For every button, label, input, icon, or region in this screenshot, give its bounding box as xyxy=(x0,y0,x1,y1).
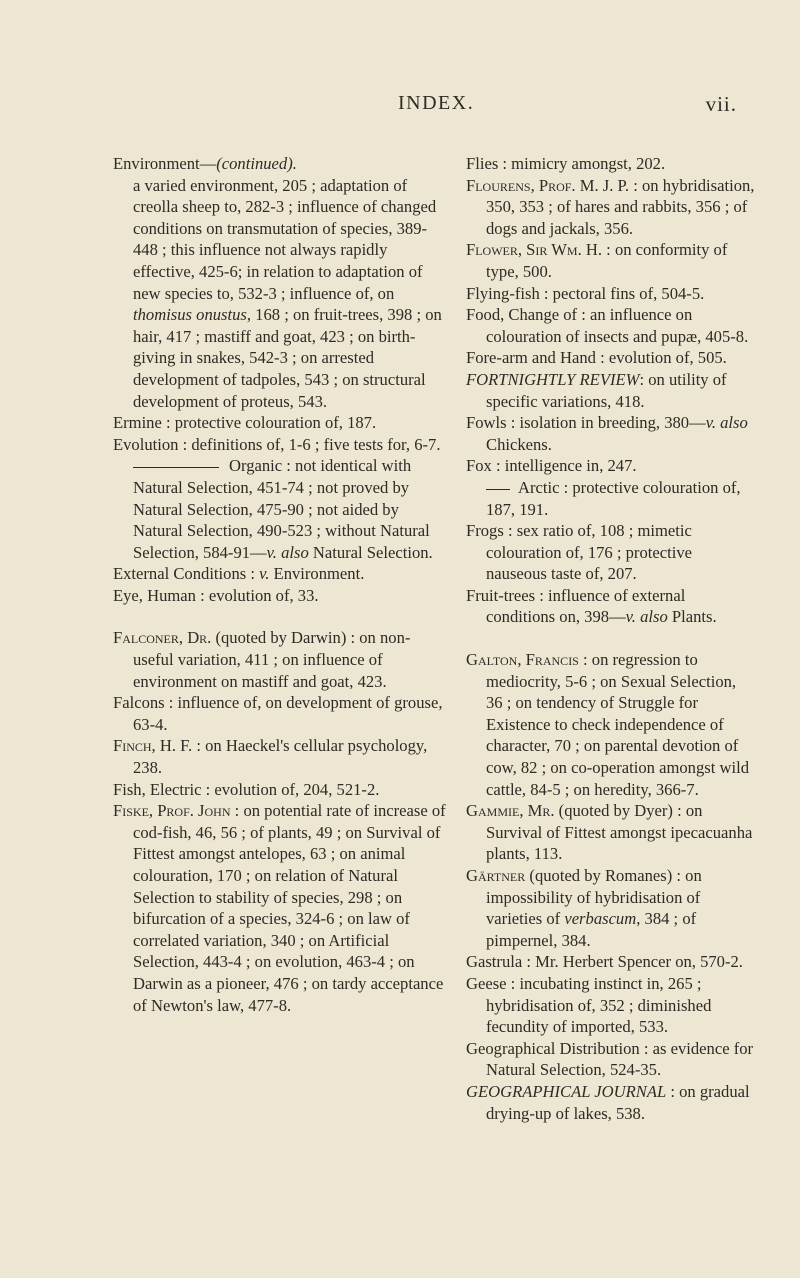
entry-fiske xyxy=(113,800,448,1016)
entry-environment-continued: (continued). xyxy=(216,154,297,173)
repeat-dash xyxy=(486,489,510,490)
entry-geographical-journal xyxy=(466,1081,756,1124)
entry-geo-journal-text: : on gradual drying-up of lakes, 538. xyxy=(486,1081,750,1123)
entry-gammie-name: Gammie, Mr. xyxy=(466,801,555,821)
entry-falconer xyxy=(113,627,448,692)
entry-fox: Fox : intelligence in, 247. xyxy=(466,456,637,476)
entry-arctic-text: Arctic : protective colouration of, 187, 191. xyxy=(486,477,741,519)
entry-gartner-italic: verbascum xyxy=(564,909,637,929)
entry-external-end: Environment. xyxy=(269,564,365,584)
entry-flower xyxy=(466,239,756,282)
entry-gammie-text: (quoted by Dyer) : on Survival of Fittest amongst ipecacuanha plants, 113. xyxy=(486,801,753,864)
entry-fiske-text: : on potential rate of increase of cod-fish, 46, 56 ; of plants, 49 ; on Survival of Fittest amongst antelopes, 63 ; on animal colouration, 170 ; on relation of Natural Selection to stability of species, 298 ; on bifurcation of a species, 324-6 ; on law of correlated variation, 340 ; on Artificial Selection, 443-4 ; on evolution, 463-4 ; on Darwin as a pioneer, 476 ; on tardy acceptance of Newton's law, 477-8. xyxy=(133,801,446,1015)
entry-fortnightly-title: FORTNIGHTLY REVIEW xyxy=(466,369,640,389)
entry-environment-italic: thomisus onustus xyxy=(133,305,247,325)
entry-fiske-name: Fiske, Prof. John xyxy=(113,801,231,821)
entry-gartner xyxy=(466,865,756,951)
entry-frogs: Frogs : sex ratio of, 108 ; mimetic colouration of, 176 ; protective nauseous taste of, 207. xyxy=(466,521,692,584)
entry-fruit-trees xyxy=(466,585,756,628)
entry-galton-text: : on regression to mediocrity, 5-6 ; on Sexual Selection, 36 ; on tendency of Struggle for Existence to check independence of character, 70 ; on parental devotion of cow, 82 ; on co-operation amongst wild cattle, 84-5 ; on heredity, 366-7. xyxy=(486,650,749,799)
entry-fortnightly-text: : on utility of specific variations, 418. xyxy=(486,369,727,411)
entry-external-text: External Conditions : xyxy=(113,564,260,584)
entry-fowls xyxy=(466,412,756,455)
entry-finch-name: Finch, H. F. xyxy=(113,736,193,756)
entry-eye: Eye, Human : evolution of, 33. xyxy=(113,585,319,605)
section-gap xyxy=(113,606,448,627)
entry-fowls-see-also: v. also xyxy=(705,413,748,433)
entry-arctic xyxy=(466,477,756,520)
entry-environment-text-a: a varied environment, 205 ; adaptation of creolla sheep to, 282-3 ; influence of changed conditions on transmutation of species, 389-448 ; this influence not always rapidly effective, 425-6; in relation to adaptation of new species to, 532-3 ; influence of, on xyxy=(133,175,437,303)
entry-ermine: Ermine : protective colouration of, 187. xyxy=(113,413,377,433)
right-column xyxy=(466,153,756,1124)
entry-fruit-trees-text: Fruit-trees : influence of external conditions on, 398— xyxy=(466,585,686,627)
left-column xyxy=(113,153,448,1016)
entry-organic xyxy=(113,455,448,563)
entry-gammie xyxy=(466,800,756,865)
entry-falconer-name: Falconer, Dr. xyxy=(113,628,212,648)
entry-geese: Geese : incubating instinct in, 265 ; hybridisation of, 352 ; diminished fecundity of imported, 533. xyxy=(466,973,712,1037)
entry-environment-head: Environment— xyxy=(113,154,217,173)
entry-flower-name: Flower, Sir Wm. H. xyxy=(466,240,603,260)
entry-external-conditions xyxy=(113,563,448,585)
entry-falconer-text: (quoted by Darwin) : on non-useful variation, 411 ; on influence of environment on mastiff and goat, 423. xyxy=(133,628,411,691)
entry-environment xyxy=(113,153,448,175)
entry-fortnightly-review xyxy=(466,369,756,412)
entry-gastrula: Gastrula : Mr. Herbert Spencer on, 570-2. xyxy=(466,952,743,972)
entry-flower-text: : on conformity of type, 500. xyxy=(486,240,728,281)
entry-evolution: Evolution : definitions of, 1-6 ; five tests for, 6-7. xyxy=(113,434,441,454)
entry-food: Food, Change of : an influence on colouration of insects and pupæ, 405-8. xyxy=(466,305,749,346)
entry-fowls-text: Fowls : isolation in breeding, 380— xyxy=(466,413,706,433)
entry-gartner-text-a: (quoted by Romanes) : on impossibility of hybridisation of varieties of xyxy=(486,866,702,929)
entry-fore-arm: Fore-arm and Hand : evolution of, 505. xyxy=(466,348,727,368)
entry-gartner-text-b: , 384 ; of pimpernel, 384. xyxy=(486,909,697,950)
entry-geo-journal-title: GEOGRAPHICAL JOURNAL xyxy=(466,1081,667,1101)
entry-organic-text: Organic : not identical with Natural Selection, 451-74 ; not proved by Natural Selection, 475-90 ; not aided by Natural Selection, 490-523 ; without Natural Selection, 584-91— xyxy=(133,456,430,562)
entry-fruit-see-also: v. also xyxy=(625,607,668,627)
entry-flourens xyxy=(466,175,756,240)
section-gap xyxy=(466,628,756,649)
entry-flourens-text: : on hybridisation, 350, 353 ; of hares and rabbits, 356 ; of dogs and jackals, 356. xyxy=(486,175,755,238)
entry-galton xyxy=(466,649,756,800)
entry-gartner-name: Gärtner xyxy=(466,866,526,885)
running-head-title: INDEX. xyxy=(398,92,475,114)
entry-fowls-end: Chickens. xyxy=(486,434,552,454)
repeat-dash xyxy=(133,467,219,468)
entry-external-see: v. xyxy=(259,564,270,584)
entry-finch xyxy=(113,735,448,778)
entry-organic-end: Natural Selection. xyxy=(308,542,433,562)
running-head xyxy=(0,92,800,122)
entry-finch-text: : on Haeckel's cellular psychology, 238. xyxy=(133,736,428,778)
entry-environment-body xyxy=(113,175,448,413)
entry-flying-fish: Flying-fish : pectoral fins of, 504-5. xyxy=(466,283,705,303)
entry-geographical-distribution: Geographical Distribution : as evidence for Natural Selection, 524-35. xyxy=(466,1038,754,1080)
entry-falcons: Falcons : influence of, on development of grouse, 63-4. xyxy=(113,693,443,734)
entry-fruit-end: Plants. xyxy=(667,607,717,627)
entry-flourens-name: Flourens, Prof. M. J. P. xyxy=(466,175,630,195)
entry-environment-text-b: , 168 ; on fruit-trees, 398 ; on hair, 417 ; mastiff and goat, 423 ; on birth-giving in snakes, 542-3 ; on arrested development of tadpoles, 543 ; on structural development of proteus, 543. xyxy=(133,305,442,411)
entry-galton-name: Galton, Francis xyxy=(466,650,579,670)
entry-flies: Flies : mimicry amongst, 202. xyxy=(466,154,666,173)
page-number: vii. xyxy=(705,92,737,116)
entry-fish: Fish, Electric : evolution of, 204, 521-2. xyxy=(113,779,380,799)
entry-organic-see-also: v. also xyxy=(266,542,309,562)
